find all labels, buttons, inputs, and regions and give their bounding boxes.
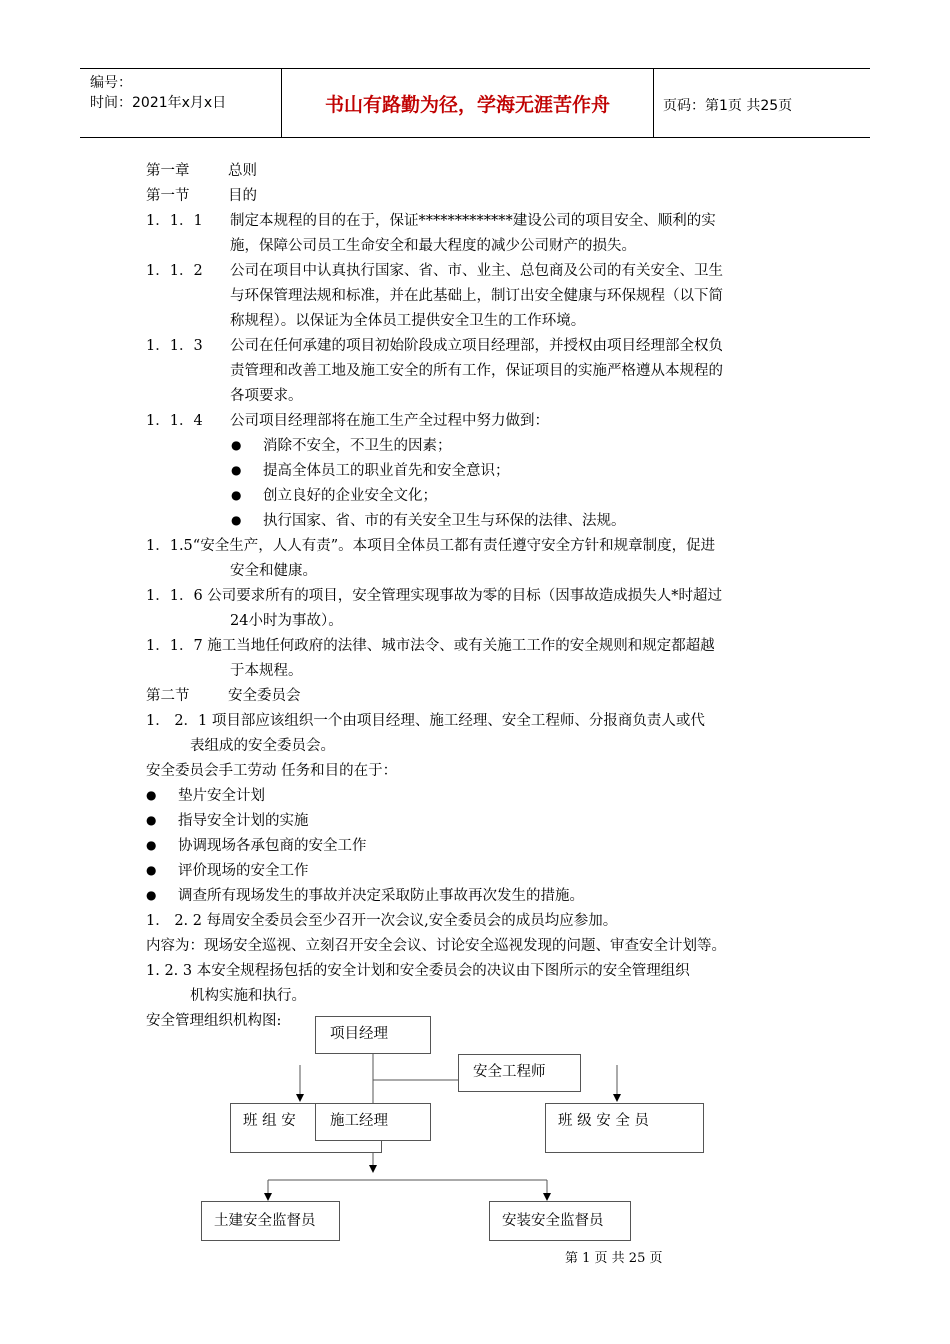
paragraph-line: 施，保障公司员工生命安全和最大程度的减少公司财产的损失。 — [230, 238, 636, 254]
bullet-item: 消除不安全，不卫生的因素； — [263, 438, 452, 454]
paragraph-line: 各项要求。 — [230, 388, 303, 404]
paragraph-line: 公司项目经理部将在施工生产全过程中努力做到： — [230, 413, 549, 429]
org-chart-caption: 安全管理组织机构图: — [146, 1013, 282, 1029]
bullet-icon: ● — [231, 463, 242, 477]
section-title: 目的 — [228, 188, 257, 204]
clause-number: 1．1．2 — [146, 263, 203, 279]
paragraph-line: 1．1．7 施工当地任何政府的法律、城市法令、或有关施工工作的安全规则和规定都超越 — [146, 638, 715, 654]
org-node-label: 项目经理 — [330, 1026, 388, 1042]
org-node-label: 施工经理 — [330, 1113, 388, 1129]
org-node-label: 安全工程师 — [473, 1064, 546, 1080]
bullet-item: 创立良好的企业安全文化； — [263, 488, 437, 504]
org-node-civil-supervisor — [201, 1201, 340, 1241]
bullet-item: 调查所有现场发生的事故并决定采取防止事故再次发生的措施。 — [178, 888, 584, 904]
section-number: 第二节 — [146, 688, 190, 704]
bullet-item: 指导安全计划的实施 — [178, 813, 309, 829]
paragraph-line: 内容为：现场安全巡视、立刻召开安全会议、讨论安全巡视发现的问题、审查安全计划等。 — [146, 938, 726, 954]
chapter-number: 第一章 — [146, 163, 190, 179]
org-node-team-safety-right — [545, 1103, 704, 1153]
bullet-icon: ● — [231, 488, 242, 502]
paragraph-line: 1．1.5“安全生产，人人有责”。本项目全体员工都有责任遵守安全方针和规章制度，促进 — [146, 538, 716, 554]
paragraph-line: 制定本规程的目的在于，保证*************建设公司的项目安全、顺利的实 — [230, 213, 716, 229]
bullet-icon: ● — [146, 888, 157, 902]
paragraph-line: 1． 2. 2 每周安全委员会至少召开一次会议,安全委员会的成员均应参加。 — [146, 913, 618, 929]
paragraph-line: 公司在项目中认真执行国家、省、市、业主、总包商及公司的有关安全、卫生 — [230, 263, 723, 279]
org-node-label: 安装安全监督员 — [502, 1213, 604, 1229]
bullet-icon: ● — [146, 813, 157, 827]
paragraph-line: 1. 2. 3 本安全规程扬包括的安全计划和安全委员会的决议由下图所示的安全管理组织 — [146, 963, 690, 979]
paragraph-line: 于本规程。 — [230, 663, 303, 679]
number-label: 编号： — [90, 75, 132, 91]
bullet-icon: ● — [146, 788, 157, 802]
clause-number: 1．1．1 — [146, 213, 203, 229]
bullet-icon: ● — [231, 513, 242, 527]
bullet-icon: ● — [146, 863, 157, 877]
paragraph-line: 1．1．6 公司要求所有的项目，安全管理实现事故为零的目标（因事故造成损失人*时超过 — [146, 588, 723, 604]
bullet-item: 执行国家、省、市的有关安全卫生与环保的法律、法规。 — [263, 513, 626, 529]
bullet-icon: ● — [231, 438, 242, 452]
org-node-label: 班 级 安 全 员 — [558, 1113, 649, 1129]
org-node-label: 班 组 安 — [243, 1113, 296, 1129]
org-node-safety-engineer — [458, 1054, 581, 1092]
bullet-icon: ● — [146, 838, 157, 852]
paragraph-line: 与环保管理法规和标准，并在此基础上，制订出安全健康与环保规程（以下简 — [230, 288, 723, 304]
org-node-install-supervisor — [489, 1201, 631, 1241]
date-line: 时间：2021年x月x日 — [90, 95, 227, 111]
bullet-item: 垫片安全计划 — [178, 788, 265, 804]
page-info: 页码：第1页 共25页 — [663, 98, 793, 114]
section-title: 安全委员会 — [228, 688, 301, 704]
paragraph-line: 1． 2．1 项目部应该组织一个由项目经理、施工经理、安全工程师、分报商负责人或代 — [146, 713, 705, 729]
bullet-item: 评价现场的安全工作 — [178, 863, 309, 879]
section-number: 第一节 — [146, 188, 190, 204]
paragraph-line: 安全委员会手工劳动 任务和目的在于： — [146, 763, 398, 779]
org-node-label: 土建安全监督员 — [214, 1213, 316, 1229]
paragraph-line: 24小时为事故）。 — [230, 613, 343, 629]
paragraph-line: 称规程）。以保证为全体员工提供安全卫生的工作环境。 — [230, 313, 586, 329]
bullet-item: 提高全体员工的职业首先和安全意识； — [263, 463, 510, 479]
chapter-title: 总则 — [228, 163, 257, 179]
paragraph-line: 安全和健康。 — [230, 563, 317, 579]
bullet-item: 协调现场各承包商的安全工作 — [178, 838, 367, 854]
org-node-project-manager — [315, 1016, 431, 1054]
paragraph-line: 公司在任何承建的项目初始阶段成立项目经理部，并授权由项目经理部全权负 — [230, 338, 723, 354]
clause-number: 1．1．3 — [146, 338, 203, 354]
page-footer: 第 1 页 共 25 页 — [565, 1251, 663, 1266]
motto: 书山有路勤为径，学海无涯苦作舟 — [324, 93, 610, 116]
paragraph-line: 表组成的安全委员会。 — [190, 738, 335, 754]
paragraph-line: 机构实施和执行。 — [190, 988, 306, 1004]
paragraph-line: 责管理和改善工地及施工安全的所有工作，保证项目的实施严格遵从本规程的 — [230, 363, 723, 379]
clause-number: 1．1．4 — [146, 413, 203, 429]
org-node-construction-manager — [315, 1103, 431, 1141]
